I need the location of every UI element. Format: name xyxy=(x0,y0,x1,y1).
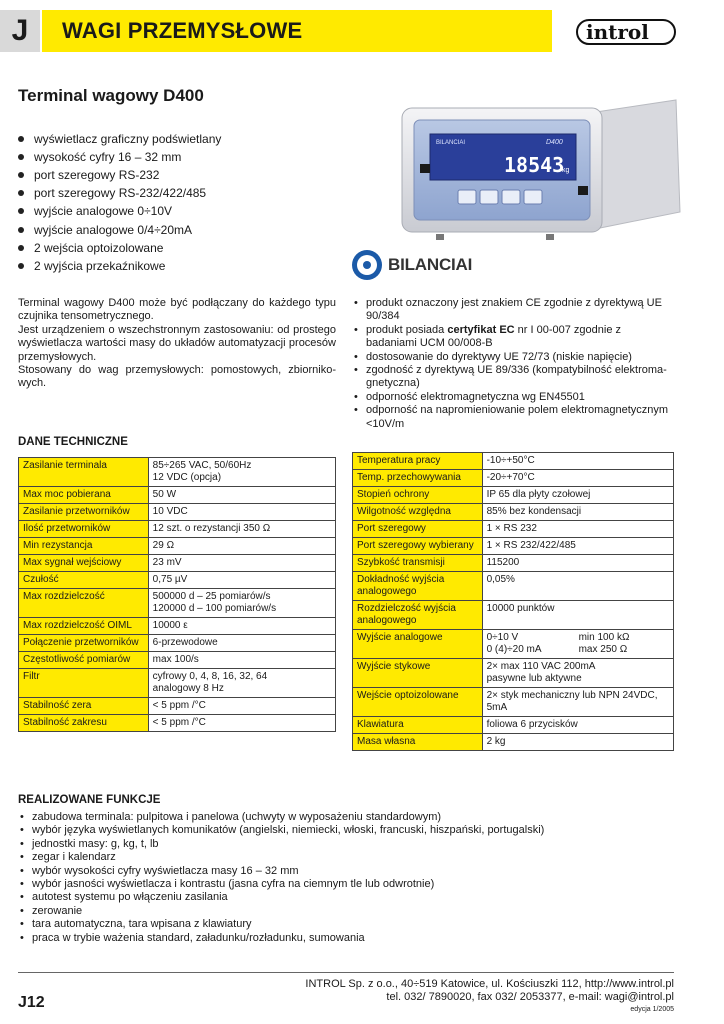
spec-value xyxy=(482,521,673,538)
certification-text: odporność na napromieniowanie polem elektromagnetycznym <10V/m xyxy=(366,404,669,430)
bullet-icon: • xyxy=(20,877,24,890)
spec-value-line: 85% bez kondensacji xyxy=(486,506,582,517)
spec-value-line: 1 × RS 232 xyxy=(486,523,537,534)
spec-row xyxy=(353,521,674,538)
certification-item xyxy=(352,391,674,404)
feature-text: 2 wyjścia przekaźnikowe xyxy=(34,258,166,273)
spec-row xyxy=(19,458,336,487)
spec-value-line: 50 W xyxy=(152,489,177,500)
tech-table-left xyxy=(18,457,336,732)
spec-row xyxy=(353,572,674,601)
function-item xyxy=(18,891,544,904)
spec-value xyxy=(148,669,335,698)
spec-row xyxy=(353,688,674,717)
page-title: WAGI PRZEMYSŁOWE xyxy=(62,18,303,43)
function-item xyxy=(18,865,544,878)
feature-text: wyjście analogowe 0/4÷20mA xyxy=(34,222,193,237)
spec-value-line: 500000 d – 25 pomiarów/s xyxy=(152,591,271,602)
feature-item xyxy=(18,148,221,166)
spec-label: Max sygnał wejściowy xyxy=(19,555,149,572)
spec-row xyxy=(353,538,674,555)
spec-value-line: foliowa 6 przycisków xyxy=(486,719,578,730)
function-item xyxy=(18,878,544,891)
spec-value xyxy=(482,487,673,504)
feature-text: 2 wejścia optoizolowane xyxy=(34,240,164,255)
spec-label: Temperatura pracy xyxy=(353,453,483,470)
bullet-icon: • xyxy=(354,350,358,363)
bullet-icon: • xyxy=(354,297,358,309)
bullet-icon: • xyxy=(20,851,24,864)
spec-value-pair xyxy=(487,632,669,644)
spec-label: Czułość xyxy=(19,572,149,589)
function-item xyxy=(18,932,544,945)
page-number: J12 xyxy=(18,994,45,1011)
bullet-icon: • xyxy=(20,837,24,850)
spec-label: Stopień ochrony xyxy=(353,487,483,504)
description-paragraph: Stosowany do wag przemysłowych: pomostowych, zbiorniko-wych. xyxy=(18,364,336,390)
spec-row xyxy=(19,555,336,572)
bullet-icon: • xyxy=(20,891,24,904)
spec-value-line: 2× max 110 VAC 200mA xyxy=(486,661,596,672)
spec-label: Ilość przetworników xyxy=(19,521,149,538)
spec-value xyxy=(482,555,673,572)
introl-logo xyxy=(576,14,676,48)
function-text: tara automatyczna, tara wpisana z klawiatury xyxy=(32,918,252,931)
spec-value-line: < 5 ppm /°C xyxy=(152,717,206,728)
spec-value xyxy=(148,698,335,715)
spec-value-pair xyxy=(487,644,669,656)
bullet-icon: • xyxy=(20,811,24,823)
spec-value-line: 23 mV xyxy=(152,557,182,568)
spec-row xyxy=(353,487,674,504)
spec-label: Częstotliwość pomiarów xyxy=(19,652,149,669)
spec-row xyxy=(353,555,674,572)
certification-text: odporność elektromagnetyczna wg EN45501 xyxy=(366,390,585,403)
spec-row xyxy=(19,487,336,504)
footer-address: INTROL Sp. z o.o., 40÷519 Katowice, ul. Kościuszki 112, http://www.introl.pl xyxy=(305,978,674,990)
spec-value-line: 85÷265 VAC, 50/60Hz xyxy=(152,460,252,471)
certification-text: produkt posiada xyxy=(366,323,448,336)
spec-row xyxy=(19,618,336,635)
bullet-icon: • xyxy=(354,404,358,417)
spec-value-part: 0÷10 V xyxy=(486,632,519,643)
bullet-dot-icon xyxy=(18,227,24,233)
bilanciai-logo xyxy=(352,246,502,286)
spec-label: Połączenie przetworników xyxy=(19,635,149,652)
feature-item xyxy=(18,239,221,257)
certification-text-tail: nr I 00-007 zgodnie z badaniami UCM 00/008-B xyxy=(366,323,622,350)
function-item xyxy=(18,838,544,851)
spec-label: Temp. przechowywania xyxy=(353,470,483,487)
spec-label: Wyjście stykowe xyxy=(353,659,483,688)
bullet-dot-icon xyxy=(18,190,24,196)
function-text: zabudowa terminala: pulpitowa i panelowa (uchwyty w wyposażeniu standardowym) xyxy=(32,811,442,823)
bullet-icon: • xyxy=(354,390,358,403)
spec-value xyxy=(482,630,673,659)
bilanciai-logo-text: BILANCIAI xyxy=(388,255,473,274)
panel-brand-text: BILANCIAI xyxy=(436,140,466,146)
certification-bold: certyfikat EC xyxy=(447,323,515,336)
functions-heading: REALIZOWANE FUNKCJE xyxy=(18,794,161,806)
spec-label: Wyjście analogowe xyxy=(353,630,483,659)
spec-value-line: 6-przewodowe xyxy=(152,637,218,648)
spec-value-part: min 100 kΩ xyxy=(578,632,630,643)
spec-row xyxy=(19,538,336,555)
spec-row xyxy=(353,470,674,487)
spec-row xyxy=(19,698,336,715)
spec-value xyxy=(148,555,335,572)
bullet-dot-icon xyxy=(18,245,24,251)
spec-label: Max moc pobierana xyxy=(19,487,149,504)
spec-value-line: -20÷+70°C xyxy=(486,472,535,483)
spec-value-line: 115200 xyxy=(486,557,520,568)
spec-value-line: 2 kg xyxy=(486,736,506,747)
certification-item xyxy=(352,351,674,364)
spec-value-line: IP 65 dla płyty czołowej xyxy=(486,489,591,500)
feature-text: wyświetlacz graficzny podświetlany xyxy=(34,132,222,147)
spec-value xyxy=(148,538,335,555)
spec-label: Szybkość transmisji xyxy=(353,555,483,572)
bullet-icon: • xyxy=(20,864,24,877)
spec-value-line: analogowy 8 Hz xyxy=(152,683,224,694)
spec-row xyxy=(353,630,674,659)
description-paragraph: Terminal wagowy D400 może być podłączany do każdego typu czujnika tensometrycznego. xyxy=(18,297,336,323)
spec-label: Port szeregowy xyxy=(353,521,483,538)
feature-text: wyjście analogowe 0÷10V xyxy=(34,204,172,219)
spec-value-line: 1 × RS 232/422/485 xyxy=(486,540,576,551)
spec-value-line: 0,05% xyxy=(486,574,515,585)
spec-label: Min rezystancja xyxy=(19,538,149,555)
bullet-dot-icon xyxy=(18,172,24,178)
spec-row xyxy=(19,635,336,652)
spec-value-line: pasywne lub aktywne xyxy=(486,673,582,684)
spec-value-line: 29 Ω xyxy=(152,540,175,551)
spec-value-line: 2× styk mechaniczny lub NPN 24VDC, xyxy=(486,690,658,701)
spec-value xyxy=(482,659,673,688)
spec-value-part: 0 (4)÷20 mA xyxy=(486,644,542,655)
spec-value-line: 12 szt. o rezystancji 350 Ω xyxy=(152,523,271,534)
spec-value xyxy=(148,589,335,618)
edition-label: edycja 1/2005 xyxy=(630,1006,674,1013)
certification-text: zgodność z dyrektywą UE 89/336 (kompatybilność elektroma-gnetyczna) xyxy=(366,364,667,390)
spec-value-line: 0,75 µV xyxy=(152,574,188,585)
feature-item xyxy=(18,202,221,220)
display-reading: 18543 xyxy=(504,153,565,177)
feature-list xyxy=(18,130,221,275)
certification-text: dostosowanie do dyrektywy UE 72/73 (niskie napięcie) xyxy=(366,350,632,363)
spec-label: Max rozdzielczość xyxy=(19,589,149,618)
spec-value xyxy=(148,521,335,538)
function-item xyxy=(18,811,544,824)
certification-item xyxy=(352,364,674,391)
spec-row xyxy=(19,652,336,669)
spec-value xyxy=(482,453,673,470)
function-text: wybór wysokości cyfry wyświetlacza masy 16 – 32 mm xyxy=(32,864,299,877)
spec-row xyxy=(353,504,674,521)
panel-model-text: D400 xyxy=(546,139,563,146)
spec-value-line: 5mA xyxy=(486,702,508,713)
function-text: zerowanie xyxy=(32,904,83,917)
function-item xyxy=(18,824,544,837)
spec-label: Klawiatura xyxy=(353,717,483,734)
spec-value xyxy=(148,458,335,487)
bullet-icon: • xyxy=(354,323,358,336)
spec-value-line: 12 VDC (opcja) xyxy=(152,472,222,483)
tech-heading: DANE TECHNICZNE xyxy=(18,436,128,448)
bullet-icon: • xyxy=(20,918,24,931)
certification-text: produkt oznaczony jest znakiem CE zgodnie z dyrektywą UE 90/384 xyxy=(366,297,662,323)
bullet-icon: • xyxy=(20,931,24,944)
spec-label: Wejście optoizolowane xyxy=(353,688,483,717)
spec-row xyxy=(353,734,674,751)
bullet-dot-icon xyxy=(18,154,24,160)
spec-row xyxy=(353,453,674,470)
spec-value xyxy=(148,487,335,504)
logo-text: introl xyxy=(586,20,649,44)
function-text: autotest systemu po włączeniu zasilania xyxy=(32,891,228,904)
spec-label: Masa własna xyxy=(353,734,483,751)
bullet-dot-icon xyxy=(18,208,24,214)
spec-row xyxy=(19,504,336,521)
spec-label: Wilgotność względna xyxy=(353,504,483,521)
certification-item xyxy=(352,404,674,431)
bilanciai-logo-mark xyxy=(352,250,382,280)
spec-value xyxy=(482,470,673,487)
function-text: zegar i kalendarz xyxy=(32,851,116,864)
functions-list xyxy=(18,811,544,945)
spec-label: Zasilanie terminala xyxy=(19,458,149,487)
certification-list xyxy=(352,297,674,431)
product-description xyxy=(18,297,336,391)
bullet-icon: • xyxy=(354,364,358,377)
certification-item xyxy=(352,324,674,351)
product-photo xyxy=(396,94,686,244)
bullet-dot-icon xyxy=(18,136,24,142)
section-letter: J xyxy=(0,10,40,52)
spec-value-line: cyfrowy 0, 4, 8, 16, 32, 64 xyxy=(152,671,268,682)
product-title: Terminal wagowy D400 xyxy=(18,86,204,105)
function-item xyxy=(18,851,544,864)
bullet-icon: • xyxy=(20,824,24,837)
function-text: wybór jasności wyświetlacza i kontrastu (jasna cyfra na ciemnym tle lub odwrotnie) xyxy=(32,877,435,890)
spec-value-line: -10÷+50°C xyxy=(486,455,535,466)
function-item xyxy=(18,918,544,931)
footer-divider xyxy=(18,972,674,973)
spec-label: Zasilanie przetworników xyxy=(19,504,149,521)
spec-value xyxy=(148,635,335,652)
feature-item xyxy=(18,220,221,238)
spec-value xyxy=(482,717,673,734)
spec-value xyxy=(482,688,673,717)
feature-item xyxy=(18,184,221,202)
feature-item xyxy=(18,257,221,275)
spec-row xyxy=(19,589,336,618)
bullet-icon: • xyxy=(20,904,24,917)
spec-value xyxy=(148,618,335,635)
feature-text: wysokość cyfry 16 – 32 mm xyxy=(34,150,182,165)
spec-value-line: max 100/s xyxy=(152,654,199,665)
spec-row xyxy=(353,717,674,734)
tech-table-right xyxy=(352,452,674,751)
spec-value-line: 120000 d – 100 pomiarów/s xyxy=(152,603,277,614)
spec-value xyxy=(148,504,335,521)
spec-value xyxy=(482,538,673,555)
spec-value-part: max 250 Ω xyxy=(578,644,628,655)
bullet-dot-icon xyxy=(18,263,24,269)
spec-value-line: 10000 ε xyxy=(152,620,188,631)
spec-label: Rozdzielczość wyjścia analogowego xyxy=(353,601,483,630)
spec-label: Filtr xyxy=(19,669,149,698)
spec-value xyxy=(482,504,673,521)
description-paragraph: Jest urządzeniem o wszechstronnym zastosowaniu: od prostego wyświetlacza wartości masy do układów automatyzacji procesów przemysłowych. xyxy=(18,323,336,363)
spec-value-line: 10000 punktów xyxy=(486,603,555,614)
function-item xyxy=(18,905,544,918)
function-text: jednostki masy: g, kg, t, lb xyxy=(32,837,159,850)
spec-label: Port szeregowy wybierany xyxy=(353,538,483,555)
function-text: praca w trybie ważenia standard, załadunku/rozładunku, sumowania xyxy=(32,931,365,944)
spec-value xyxy=(148,572,335,589)
spec-value xyxy=(148,715,335,732)
spec-row xyxy=(19,715,336,732)
feature-item xyxy=(18,166,221,184)
spec-label: Dokładność wyjścia analogowego xyxy=(353,572,483,601)
footer-contact: tel. 032/ 7890020, fax 032/ 2053377, e-mail: wagi@introl.pl xyxy=(386,991,674,1003)
spec-label: Max rozdzielczość OIML xyxy=(19,618,149,635)
spec-row xyxy=(353,659,674,688)
spec-row xyxy=(19,669,336,698)
certification-item xyxy=(352,297,674,324)
spec-value xyxy=(482,572,673,601)
spec-value xyxy=(482,601,673,630)
page-header xyxy=(0,0,724,58)
feature-item xyxy=(18,130,221,148)
spec-value-line: < 5 ppm /°C xyxy=(152,700,206,711)
spec-row xyxy=(353,601,674,630)
spec-value-line: 10 VDC xyxy=(152,506,188,517)
feature-text: port szeregowy RS-232/422/485 xyxy=(34,186,207,201)
spec-label: Stabilność zakresu xyxy=(19,715,149,732)
spec-row xyxy=(19,572,336,589)
feature-text: port szeregowy RS-232 xyxy=(34,168,160,183)
display-unit: kg xyxy=(562,167,570,174)
spec-value xyxy=(482,734,673,751)
spec-value xyxy=(148,652,335,669)
spec-row xyxy=(19,521,336,538)
function-text: wybór języka wyświetlanych komunikatów (angielski, niemiecki, włoski, francuski, hiszpański, portugalski) xyxy=(32,824,545,837)
spec-label: Stabilność zera xyxy=(19,698,149,715)
